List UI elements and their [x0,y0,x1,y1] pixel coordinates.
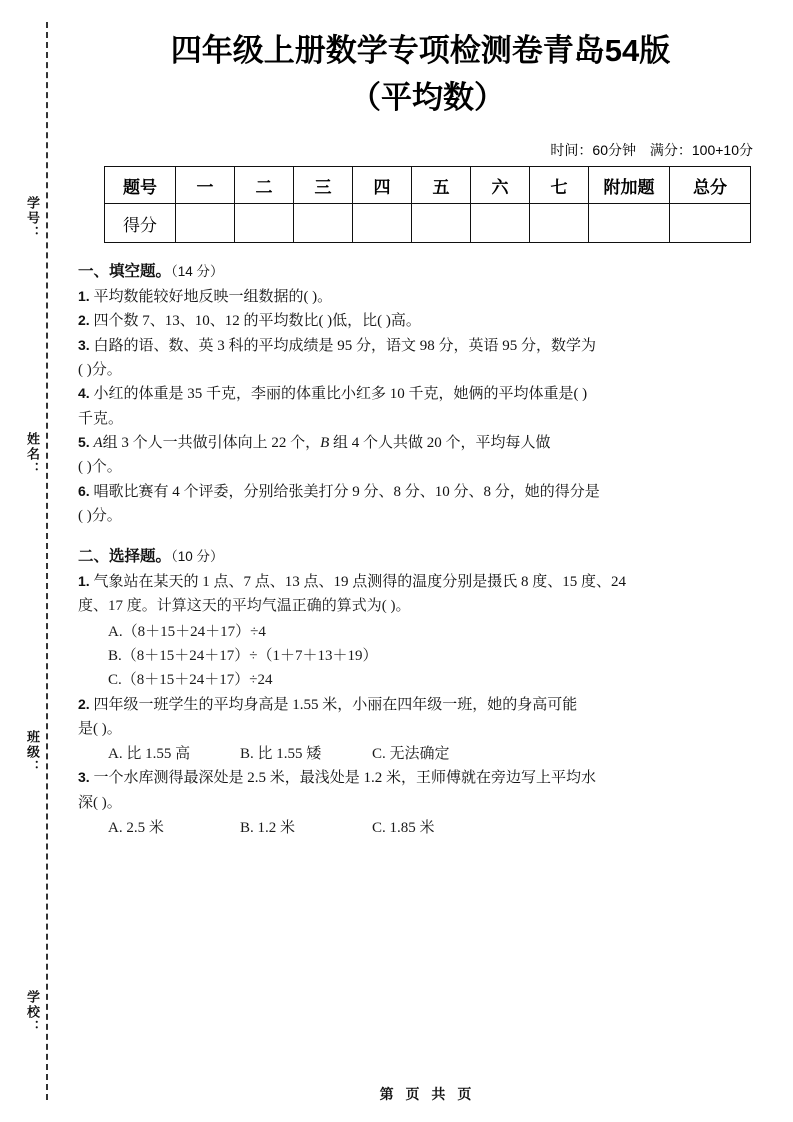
page-subtitle: （平均数） [350,79,505,115]
meta-time: 时间：60分钟 [550,142,636,159]
question-number: 3. [78,769,90,786]
question-text: 一个水库测得最深处是 2.5 米，最浅处是 1.2 米，王师傅就在旁边写上平均水 [93,770,596,787]
question-1-4 [78,382,753,406]
score-table-wrapper [104,166,751,243]
cell-label-question-no: 题号 [105,167,176,204]
choice-option-a[interactable]: A. 比 1.55 高 [108,746,191,763]
section-heading-multiple-choice [78,544,793,566]
page-footer: 第 页 共 页 [379,1086,476,1102]
score-input-q6[interactable] [471,204,530,243]
dashed-divider [46,22,48,1100]
question-2-3-choices [108,816,753,840]
cell-q2: 二 [235,167,294,204]
question-2-1-line2: 度、17 度。计算这天的平均气温正确的算式为( )。 [78,598,411,615]
exam-paper [62,0,793,1122]
question-number: 3. [78,336,90,353]
cell-total: 总分 [670,167,751,204]
question-2-2-choices [108,742,753,766]
score-input-total[interactable] [670,204,751,243]
question-text: 组 3 个人一共做引体向上 22 个， [102,434,321,451]
cell-q5: 五 [412,167,471,204]
question-2-3 [78,766,753,790]
left-margin-strip [0,0,62,1122]
cell-q4: 四 [353,167,412,204]
section-2-points: （10 分） [171,549,224,565]
question-2-2-line2: 是( )。 [78,720,122,737]
question-text: 唱歌比赛有 4 个评委，分别给张美打分 9 分、8 分、10 分、8 分，她的得分是 [93,483,600,500]
cell-q1: 一 [176,167,235,204]
question-2-3-line2: 深( )。 [78,794,122,811]
section-1-points: （14 分） [171,264,224,280]
question-text: 小红的体重是 35 千克，李丽的体重比小红多 10 千克，她俩的平均体重是( ) [93,386,588,403]
question-text: 四个数 7、13、10、12 的平均数比( )低，比( )高。 [93,313,421,330]
question-1-5 [78,431,753,455]
question-text: 气象站在某天的 1 点、7 点、13 点、19 点测得的温度分别是摄氏 8 度、15 度、24 [93,574,626,591]
variable-b: B [320,434,330,451]
exam-meta [62,140,753,160]
question-2-1 [78,570,753,594]
cell-bonus: 附加题 [589,167,670,204]
section-1-title: 一、填空题。 [78,263,172,281]
choice-option-c[interactable]: C. 无法确定 [372,746,450,763]
question-1-6-line2: ( )分。 [78,507,122,524]
choice-option-a[interactable]: A.（8＋15＋24＋17）÷4 [108,623,266,640]
score-input-q1[interactable] [176,204,235,243]
score-input-q3[interactable] [294,204,353,243]
question-2-2 [78,693,753,717]
question-1-3-line2: ( )分。 [78,362,122,379]
question-1-6 [78,480,753,504]
score-input-q7[interactable] [530,204,589,243]
question-1-4-line2: 千克。 [78,410,124,427]
score-input-q2[interactable] [235,204,294,243]
question-text-mid: 组 4 个人共做 20 个，平均每人做 [329,434,551,451]
cell-q6: 六 [471,167,530,204]
choice-option-c[interactable]: C. 1.85 米 [372,820,435,837]
page-title: 四年级上册数学专项检测卷青岛54版 [170,33,671,68]
question-1-5-line2: ( )个。 [78,459,122,476]
question-text: 四年级一班学生的平均身高是 1.55 米，小丽在四年级一班，她的身高可能 [93,696,578,713]
question-text: 平均数能较好地反映一组数据的( )。 [93,289,333,306]
field-label-student-id: 学号： [25,196,40,241]
meta-score: 满分：100+10分 [649,142,753,159]
table-row-header [105,167,751,204]
score-input-q4[interactable] [353,204,412,243]
section-2-title: 二、选择题。 [78,548,172,566]
choice-option-a[interactable]: A. 2.5 米 [108,820,164,837]
choice-option-b[interactable]: B.（8＋15＋24＋17）÷（1＋7＋13＋19） [108,648,378,664]
question-1-2 [78,309,753,333]
choice-option-b[interactable]: B. 1.2 米 [240,820,296,837]
table-row-scores [105,204,751,243]
field-label-class: 班级： [25,730,40,775]
question-1-3 [78,334,753,358]
score-table [104,166,751,243]
question-number: 4. [78,385,90,402]
cell-label-score: 得分 [105,204,176,243]
score-input-q5[interactable] [412,204,471,243]
question-number: 2. [78,312,90,329]
field-label-school: 学校： [25,990,40,1035]
variable-a: A [93,434,103,451]
choice-option-c[interactable]: C.（8＋15＋24＋17）÷24 [108,672,273,689]
question-2-1-choices [108,620,753,693]
question-number: 1. [78,288,90,305]
question-number: 2. [78,695,90,712]
section-heading-fill-blanks [78,259,793,281]
choice-option-b[interactable]: B. 比 1.55 矮 [240,746,322,763]
question-1-1 [78,285,753,309]
score-input-bonus[interactable] [589,204,670,243]
cell-q3: 三 [294,167,353,204]
question-number: 1. [78,573,90,590]
question-number: 6. [78,482,90,499]
field-label-name: 姓名： [25,432,40,477]
question-number: 5. [78,433,90,450]
question-text: 白路的语、数、英 3 科的平均成绩是 95 分，语文 98 分，英语 95 分，数学为 [93,337,596,354]
cell-q7: 七 [530,167,589,204]
